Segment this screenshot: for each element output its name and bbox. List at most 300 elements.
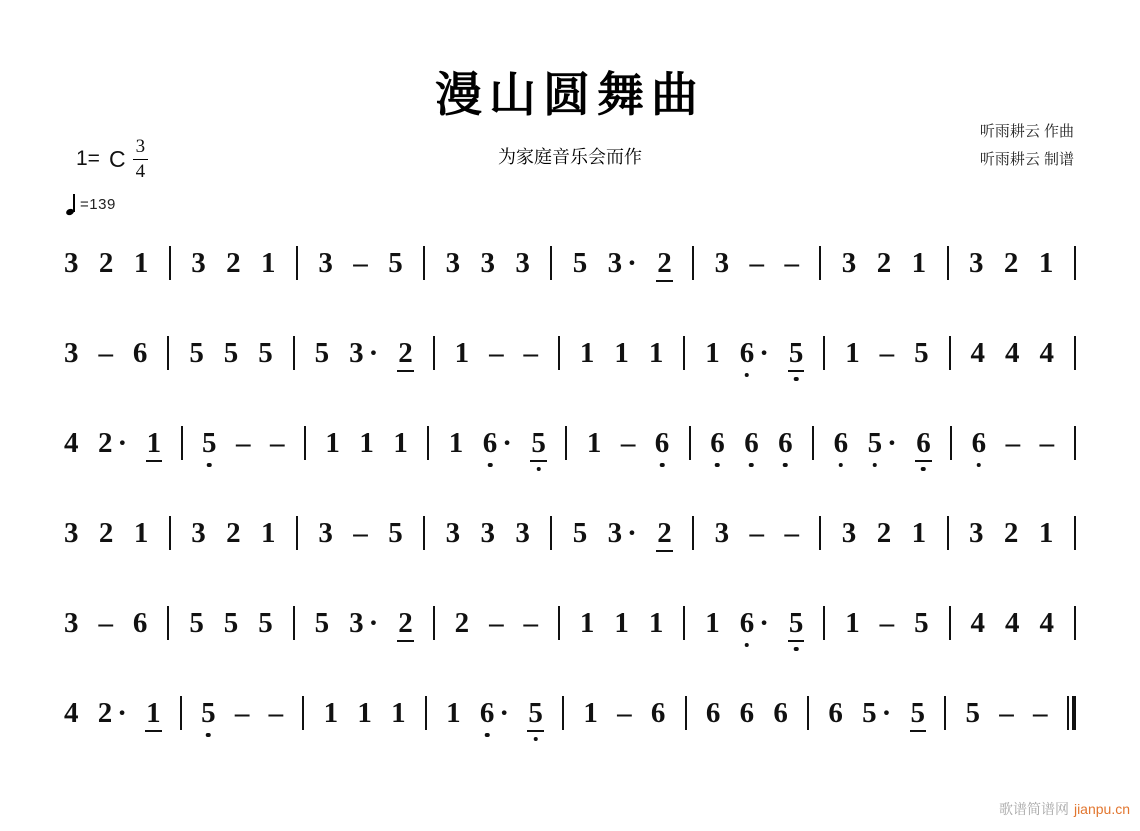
note <box>446 696 461 729</box>
note <box>845 336 860 369</box>
barline <box>1074 246 1076 280</box>
note-digit: 2 <box>876 516 892 549</box>
note <box>269 426 285 459</box>
note <box>617 696 632 729</box>
note <box>97 696 127 729</box>
note <box>349 606 379 639</box>
note-digit: 6 <box>773 696 788 729</box>
time-signature <box>133 136 149 183</box>
note <box>323 696 339 729</box>
note-digit: 3 <box>968 516 984 549</box>
note-digit: 1 <box>454 336 470 369</box>
note <box>1038 246 1054 279</box>
note-digit: 5 <box>531 426 546 459</box>
note-digit: 5 <box>201 696 216 729</box>
note-digit: 2 <box>226 246 241 279</box>
note <box>64 516 79 549</box>
dash-extension: – <box>98 606 113 639</box>
note <box>773 696 788 729</box>
note-digit: 6 <box>710 426 725 459</box>
note-digit: 4 <box>1039 336 1054 369</box>
note <box>64 426 79 459</box>
note-digit: 5 <box>314 336 330 369</box>
note <box>268 696 284 729</box>
dash-extension: – <box>749 246 765 279</box>
note <box>454 606 470 639</box>
note <box>916 426 931 459</box>
note-digit: 6 <box>132 606 148 639</box>
barline <box>683 336 685 370</box>
barline <box>423 516 425 550</box>
barline <box>433 336 435 370</box>
note-digit: 1 <box>1038 246 1054 279</box>
note <box>910 696 926 729</box>
note-digit: 2 <box>876 246 892 279</box>
barline <box>819 516 821 550</box>
dash-extension: – <box>489 336 504 369</box>
note <box>97 426 128 459</box>
note <box>314 606 330 639</box>
note <box>579 336 595 369</box>
note <box>654 426 670 459</box>
note-digit: 5 <box>910 696 926 729</box>
note <box>879 606 895 639</box>
note-digit: 6 <box>705 696 721 729</box>
note <box>705 336 720 369</box>
dash-extension: – <box>523 336 539 369</box>
note <box>650 696 666 729</box>
final-double-barline <box>1067 696 1076 730</box>
note-digit: 3 <box>445 246 461 279</box>
note-digit: 1 <box>357 696 372 729</box>
dash-extension: – <box>234 696 250 729</box>
note-digit: 2 <box>1003 516 1019 549</box>
note <box>788 606 804 639</box>
barline <box>950 426 952 460</box>
dash-extension: – <box>268 696 284 729</box>
dash-extension: – <box>999 696 1014 729</box>
note <box>146 426 162 459</box>
dash-extension: – <box>784 516 799 549</box>
note-digit: 1 <box>146 696 161 729</box>
key-prefix: 1= <box>76 147 100 171</box>
augmentation-dot: · <box>627 516 637 549</box>
dash-extension: – <box>749 516 765 549</box>
barline <box>683 606 685 640</box>
barline-stroke <box>1072 696 1076 730</box>
note-digit: 1 <box>845 606 860 639</box>
note-digit: 4 <box>64 426 79 459</box>
augmentation-dot: · <box>368 336 379 369</box>
note-digit: 3 <box>349 606 364 639</box>
watermark-site-link[interactable]: jianpu.cn <box>1073 801 1130 817</box>
augmentation-dot: · <box>117 426 128 459</box>
note <box>528 696 543 729</box>
barline <box>819 246 821 280</box>
note <box>489 606 504 639</box>
note-digit: 1 <box>614 336 629 369</box>
note <box>353 246 368 279</box>
score-line <box>64 513 1076 553</box>
note-digit: 3 <box>841 246 857 279</box>
barline <box>169 246 171 280</box>
note <box>482 426 512 459</box>
subtitle: 为家庭音乐会而作 <box>498 147 642 167</box>
barline <box>427 426 429 460</box>
note <box>223 336 239 369</box>
note <box>201 696 216 729</box>
note <box>349 336 379 369</box>
augmentation-dot: · <box>502 426 512 459</box>
note-digit: 2 <box>97 696 113 729</box>
note <box>515 516 530 549</box>
note-digit: 1 <box>1038 516 1054 549</box>
note-digit: 3 <box>349 336 364 369</box>
note <box>739 696 755 729</box>
barline <box>1074 516 1076 550</box>
dash-extension: – <box>620 426 636 459</box>
note-digit: 6 <box>971 426 987 459</box>
barline <box>812 426 814 460</box>
page-title: 漫山圆舞曲 <box>435 68 705 121</box>
dash-extension: – <box>353 246 368 279</box>
note <box>480 246 495 279</box>
note <box>318 246 333 279</box>
note <box>531 426 546 459</box>
note-digit: 3 <box>841 516 857 549</box>
note <box>1038 516 1054 549</box>
note-digit: 3 <box>64 336 79 369</box>
note <box>833 426 849 459</box>
barline <box>180 696 182 730</box>
note <box>1004 336 1020 369</box>
note-digit: 3 <box>480 516 495 549</box>
note <box>98 606 113 639</box>
note <box>705 696 721 729</box>
score <box>64 243 1076 783</box>
note-digit: 5 <box>914 336 929 369</box>
note <box>515 246 530 279</box>
note-digit: 6 <box>650 696 666 729</box>
dash-extension: – <box>1039 426 1055 459</box>
note <box>968 246 984 279</box>
note-digit: 2 <box>398 336 413 369</box>
note <box>914 606 929 639</box>
note <box>226 516 241 549</box>
note <box>739 336 769 369</box>
note <box>657 246 672 279</box>
note-digit: 6 <box>739 606 755 639</box>
note-digit: 3 <box>191 246 206 279</box>
note-digit: 3 <box>714 246 730 279</box>
dash-extension: – <box>784 246 799 279</box>
barline <box>433 606 435 640</box>
note <box>1039 336 1054 369</box>
note <box>614 336 629 369</box>
barline <box>181 426 183 460</box>
note-digit: 6 <box>739 696 755 729</box>
note <box>353 516 368 549</box>
note <box>325 426 340 459</box>
note <box>234 696 250 729</box>
augmentation-dot: · <box>499 696 510 729</box>
note-digit: 5 <box>528 696 543 729</box>
note <box>784 246 799 279</box>
note-digit: 5 <box>202 426 217 459</box>
time-signature-numerator: 3 <box>133 136 149 160</box>
note <box>614 606 629 639</box>
note <box>391 696 406 729</box>
note <box>710 426 725 459</box>
note-digit: 3 <box>64 246 79 279</box>
note <box>970 606 986 639</box>
note-digit: 3 <box>607 246 623 279</box>
note-digit: 3 <box>968 246 984 279</box>
note-digit: 6 <box>833 426 849 459</box>
note-digit: 1 <box>446 696 461 729</box>
note <box>359 426 374 459</box>
note-digit: 2 <box>657 246 672 279</box>
note <box>202 426 217 459</box>
note-digit: 1 <box>614 606 629 639</box>
note <box>445 246 461 279</box>
note <box>132 336 148 369</box>
note-digit: 3 <box>607 516 623 549</box>
note-digit: 1 <box>133 516 149 549</box>
note-digit: 1 <box>261 246 276 279</box>
key-letter: C <box>108 145 126 172</box>
note <box>572 516 588 549</box>
note-digit: 3 <box>64 606 79 639</box>
note <box>862 696 892 729</box>
note <box>784 516 799 549</box>
note-digit: 5 <box>189 336 204 369</box>
note <box>445 516 461 549</box>
note <box>841 516 857 549</box>
note <box>965 696 981 729</box>
note <box>523 606 539 639</box>
note <box>64 336 79 369</box>
note <box>744 426 759 459</box>
note-digit: 3 <box>318 516 333 549</box>
note <box>479 696 510 729</box>
note <box>705 606 720 639</box>
barline <box>293 336 295 370</box>
note-digit: 6 <box>778 426 793 459</box>
note <box>357 696 372 729</box>
note-digit: 3 <box>714 516 730 549</box>
note-digit: 5 <box>189 606 204 639</box>
note <box>448 426 464 459</box>
note <box>318 516 333 549</box>
augmentation-dot: · <box>627 246 637 279</box>
note-digit: 4 <box>1004 336 1020 369</box>
note-digit: 4 <box>970 606 986 639</box>
note <box>620 426 636 459</box>
note <box>189 336 204 369</box>
transcriber-credit: 听雨耕云 制谱 <box>979 150 1074 168</box>
note-digit: 6 <box>479 696 495 729</box>
barline <box>692 516 694 550</box>
dash-extension: – <box>617 696 632 729</box>
score-line <box>64 423 1076 463</box>
dash-extension: – <box>98 336 113 369</box>
note <box>64 246 79 279</box>
barline <box>558 336 560 370</box>
dash-extension: – <box>489 606 504 639</box>
note <box>970 336 986 369</box>
augmentation-dot: · <box>881 696 892 729</box>
note <box>648 606 664 639</box>
barline <box>296 516 298 550</box>
note-digit: 5 <box>388 246 403 279</box>
dash-extension: – <box>1005 426 1021 459</box>
quarter-note-icon <box>66 193 77 216</box>
note-digit: 1 <box>146 426 162 459</box>
note-digit: 1 <box>359 426 374 459</box>
note <box>64 606 79 639</box>
note <box>1033 696 1048 729</box>
note <box>579 606 595 639</box>
barline <box>550 516 552 550</box>
note <box>1003 516 1019 549</box>
note-digit: 3 <box>191 516 206 549</box>
note <box>999 696 1014 729</box>
augmentation-dot: · <box>117 696 127 729</box>
note-digit: 1 <box>323 696 339 729</box>
note <box>714 516 730 549</box>
note-digit: 1 <box>586 426 602 459</box>
note <box>914 336 929 369</box>
note-digit: 5 <box>223 606 239 639</box>
barline <box>947 246 949 280</box>
note-digit: 6 <box>482 426 498 459</box>
note-digit: 1 <box>448 426 464 459</box>
note <box>607 516 637 549</box>
note-digit: 3 <box>318 246 333 279</box>
note <box>98 516 114 549</box>
credits <box>980 118 1074 174</box>
note <box>845 606 860 639</box>
note <box>398 606 413 639</box>
barline <box>949 606 951 640</box>
note-digit: 1 <box>648 606 664 639</box>
note <box>132 606 148 639</box>
note-digit: 5 <box>867 426 883 459</box>
note-digit: 4 <box>1039 606 1054 639</box>
barline <box>949 336 951 370</box>
dash-extension: – <box>879 336 895 369</box>
note-digit: 6 <box>739 336 755 369</box>
note-digit: 2 <box>657 516 672 549</box>
augmentation-dot: · <box>887 426 897 459</box>
note-digit: 1 <box>911 246 927 279</box>
barline <box>823 336 825 370</box>
note <box>236 426 251 459</box>
barline <box>565 426 567 460</box>
note <box>261 516 276 549</box>
tempo-bpm: =139 <box>80 196 116 213</box>
note-digit: 1 <box>133 246 149 279</box>
barline <box>423 246 425 280</box>
note <box>841 246 857 279</box>
barline <box>823 606 825 640</box>
barline <box>562 696 564 730</box>
note <box>98 246 114 279</box>
note-digit: 3 <box>480 246 495 279</box>
note <box>586 426 602 459</box>
note <box>788 336 804 369</box>
note-digit: 5 <box>388 516 403 549</box>
note <box>258 336 273 369</box>
note-digit: 5 <box>572 516 588 549</box>
barline <box>167 336 169 370</box>
note-digit: 2 <box>98 516 114 549</box>
note-digit: 1 <box>393 426 408 459</box>
note <box>98 336 113 369</box>
barline <box>425 696 427 730</box>
score-line <box>64 243 1076 283</box>
note <box>258 606 273 639</box>
watermark <box>999 799 1130 819</box>
watermark-site-name: 歌谱简谱网 <box>998 801 1069 817</box>
augmentation-dot: · <box>759 606 769 639</box>
note-digit: 1 <box>579 336 595 369</box>
barline <box>685 696 687 730</box>
note-digit: 4 <box>970 336 986 369</box>
note <box>489 336 504 369</box>
note-digit: 1 <box>261 516 276 549</box>
note-digit: 4 <box>64 696 79 729</box>
note-digit: 2 <box>1003 246 1019 279</box>
note <box>64 696 79 729</box>
note <box>572 246 588 279</box>
note-digit: 5 <box>223 336 239 369</box>
note-digit: 2 <box>97 426 113 459</box>
note-digit: 1 <box>648 336 664 369</box>
dash-extension: – <box>1033 696 1048 729</box>
note <box>398 336 413 369</box>
note <box>876 246 892 279</box>
note <box>454 336 470 369</box>
note-digit: 1 <box>705 336 720 369</box>
note-stem <box>73 194 75 212</box>
score-line <box>64 693 1076 733</box>
note <box>648 336 664 369</box>
barline-stroke <box>1067 696 1069 730</box>
note <box>1004 606 1020 639</box>
note <box>261 246 276 279</box>
note <box>911 246 927 279</box>
note <box>133 516 149 549</box>
note-digit: 5 <box>258 336 273 369</box>
barline <box>1074 426 1076 460</box>
augmentation-dot: · <box>368 606 379 639</box>
note-digit: 6 <box>916 426 931 459</box>
note-digit: 2 <box>226 516 241 549</box>
note-digit: 2 <box>398 606 413 639</box>
barline <box>944 696 946 730</box>
note-digit: 3 <box>64 516 79 549</box>
note-digit: 2 <box>98 246 114 279</box>
note-digit: 1 <box>583 696 598 729</box>
barline <box>304 426 306 460</box>
composer-credit: 听雨耕云 作曲 <box>979 123 1074 140</box>
note <box>314 336 330 369</box>
key-signature <box>76 136 148 183</box>
note-digit: 6 <box>828 696 843 729</box>
note <box>133 246 149 279</box>
